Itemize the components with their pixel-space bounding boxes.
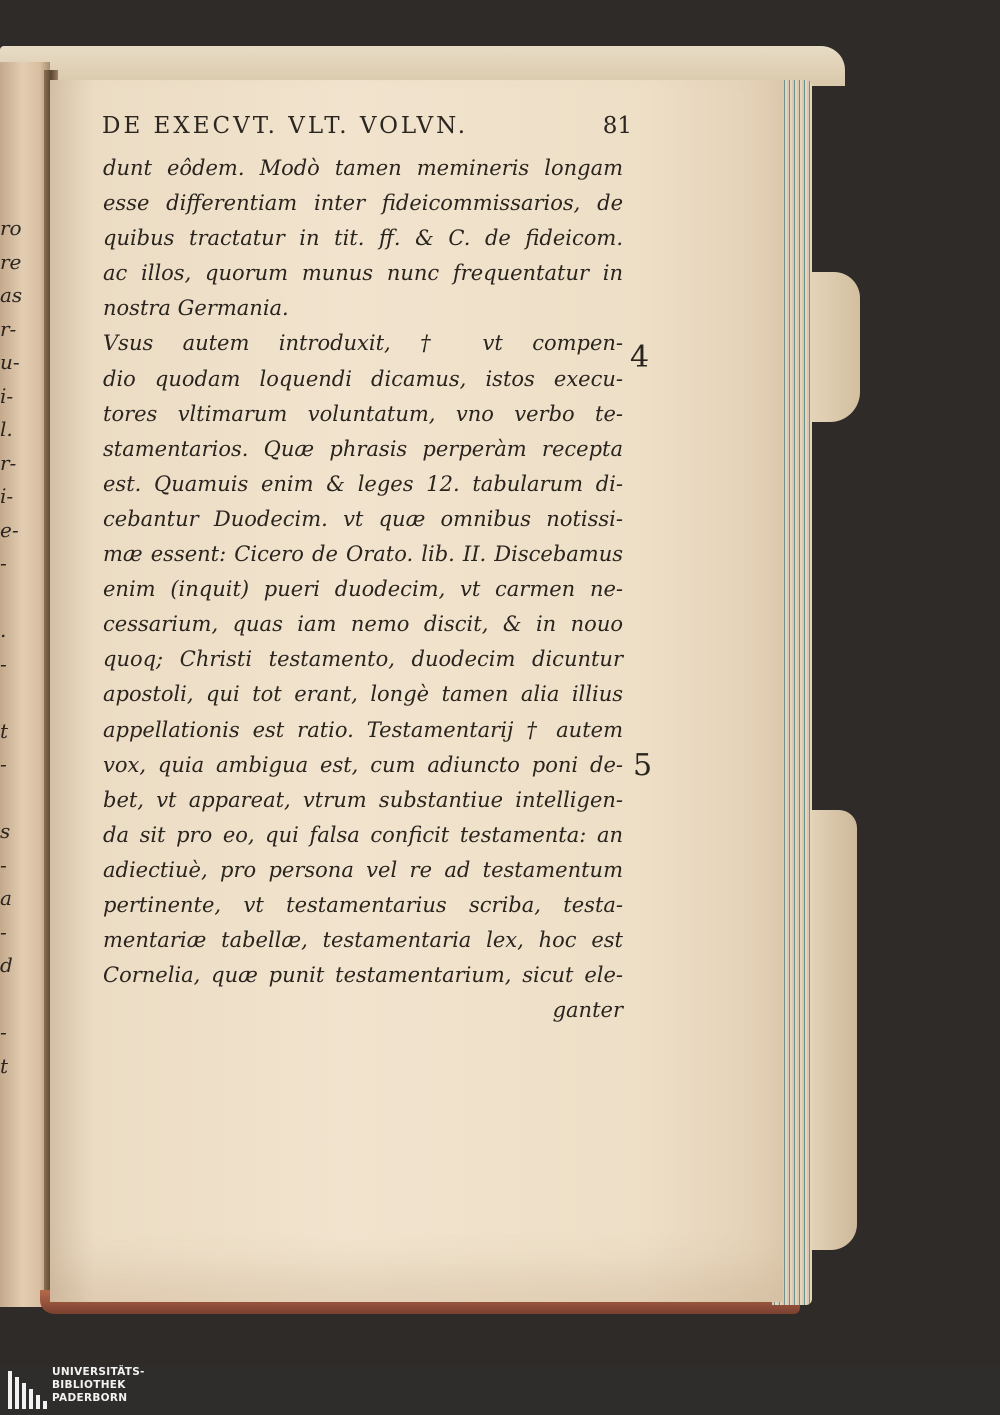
library-logo-icon — [6, 1369, 50, 1411]
left-margin-fragment: ro — [0, 216, 22, 240]
catchword: ganter — [552, 998, 623, 1023]
left-margin-fragment: as — [0, 283, 23, 307]
left-margin-fragment: - — [0, 752, 7, 776]
left-margin-fragment — [0, 782, 22, 816]
text-line: adiectiuè, pro persona vel re ad testamentum — [103, 857, 623, 882]
text-line: nostra Germania. — [103, 296, 289, 321]
left-margin-fragment: - — [0, 551, 7, 575]
marginal-number: 4 — [630, 340, 650, 375]
text-line: pertinente, vt testamentarius scriba, testa- — [103, 892, 623, 917]
text-line: bet, vt appareat, vtrum substantiue intelligen- — [103, 787, 623, 812]
page-number: 81 — [602, 113, 632, 139]
protruding-leaf-upper — [805, 272, 860, 422]
text-line: enim (inquit) pueri duodecim, vt carmen ne- — [103, 577, 623, 602]
left-margin-fragment: - — [0, 919, 7, 944]
left-margin-fragment — [0, 983, 22, 1017]
left-margin-fragment: a — [0, 886, 12, 910]
text-line: ac illos, quorum munus nunc frequentatur in — [103, 261, 623, 286]
left-margin-fragment — [0, 681, 22, 715]
logo-text-line: BIBLIOTHEK — [52, 1379, 126, 1391]
left-margin-fragment — [0, 581, 22, 615]
text-line: dunt eôdem. Modò tamen memineris longam — [103, 156, 623, 180]
left-margin-fragment: d — [0, 953, 13, 977]
left-page-edge — [0, 62, 50, 1307]
left-margin-fragment: r- — [0, 450, 17, 475]
text-line: mentariæ tabellæ, testamentaria lex, hoc est — [103, 928, 623, 953]
text-line: quibus tractatur in tit. ff. & C. de fideicom. — [103, 226, 623, 251]
running-head: DE EXECVT. VLT. VOLVN. — [102, 113, 469, 139]
left-margin-fragment: u- — [0, 350, 20, 374]
text-line: stamentarios. Quæ phrasis perperàm recepta — [103, 436, 623, 461]
marginal-number: 5 — [633, 748, 653, 783]
left-margin-fragment: i- — [0, 484, 14, 508]
left-margin-fragment: - — [0, 651, 7, 676]
left-margin-fragment: t — [0, 1053, 9, 1078]
text-line: Cornelia, quæ punit testamentarium, sicut ele- — [103, 963, 623, 988]
text-line: cebantur Duodecim. vt quæ omnibus notissi- — [103, 506, 623, 531]
logo-text-line: UNIVERSITÄTS- — [52, 1366, 145, 1378]
text-line: tores vltimarum voluntatum, vno verbo te- — [103, 401, 623, 426]
text-line: esse differentiam inter fideicommissarios, de — [103, 191, 623, 216]
text-line: Vsus autem introduxit, † vt compen- — [103, 331, 623, 356]
left-margin-fragment: l. — [0, 417, 13, 441]
left-margin-fragment: i- — [0, 383, 14, 408]
protruding-leaf-lower — [805, 810, 857, 1250]
left-margin-fragment: r- — [0, 316, 17, 341]
text-line: vox, quia ambigua est, cum adiuncto poni de- — [103, 752, 623, 777]
left-page-margin-text — [0, 212, 22, 1083]
left-margin-fragment: - — [0, 1020, 7, 1044]
left-margin-fragment: - — [0, 852, 7, 877]
text-line: quoq; Christi testamento, duodecim dicuntur — [103, 647, 623, 672]
library-logo-text — [52, 1366, 252, 1405]
text-line: da sit pro eo, qui falsa conficit testamenta: an — [103, 822, 623, 847]
text-line: cessarium, quas iam nemo discit, & in nouo — [103, 612, 623, 637]
left-margin-fragment: t — [0, 718, 9, 743]
text-line: dio quodam loquendi dicamus, istos execu- — [103, 366, 623, 391]
logo-text-line: PADERBORN — [52, 1392, 128, 1404]
left-margin-fragment: re — [0, 249, 22, 274]
text-line: est. Quamuis enim & leges 12. tabularum di- — [103, 471, 623, 496]
text-line: appellationis est ratio. Testamentarij † autem — [103, 717, 623, 742]
text-line: apostoli, qui tot erant, longè tamen alia illius — [103, 682, 623, 707]
left-margin-fragment: s — [0, 819, 11, 843]
left-margin-fragment: . — [0, 618, 7, 642]
left-margin-fragment: e- — [0, 517, 19, 542]
body-text — [103, 151, 623, 1028]
text-line: mæ essent: Cicero de Orato. lib. II. Discebamus — [103, 542, 623, 567]
